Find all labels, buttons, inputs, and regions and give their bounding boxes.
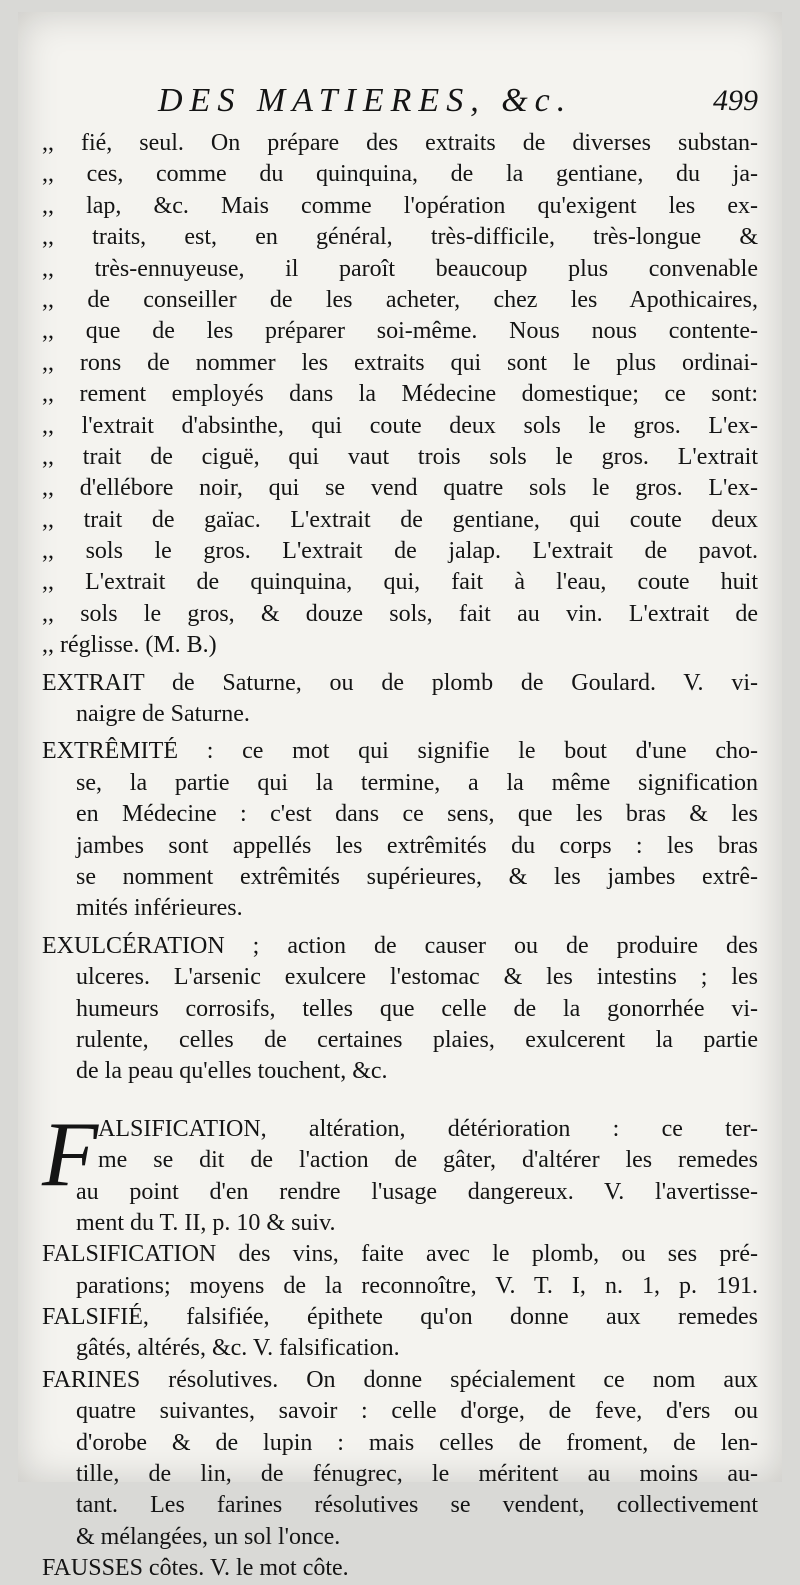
text-line: me se dit de l'action de gâter, d'altérer les remedes — [98, 1147, 758, 1174]
text-line: ,, ces, comme du quinquina, de la gentiane, du ja- — [42, 161, 758, 188]
text-line: de la peau qu'elles touchent, &c. — [76, 1058, 388, 1085]
text-line: ,, lap, &c. Mais comme l'opération qu'exigent les ex- — [42, 192, 758, 219]
entry-falsifie: FALSIFIÉ, falsifiée, épithete qu'on donne aux remedes — [42, 1304, 758, 1331]
entry-fausses-cotes: FAUSSES côtes. V. le mot côte. — [42, 1555, 349, 1582]
text-line: ,, fié, seul. On prépare des extraits de diverses substan- — [42, 130, 758, 156]
running-title: DES MATIERES, &c. — [158, 82, 573, 119]
entry-falsification-vins: FALSIFICATION des vins, faite avec le plomb, ou ses pré- — [42, 1241, 758, 1268]
text-line: tant. Les farines résolutives se vendent, collectivement — [76, 1492, 758, 1519]
text-line: ,, rons de nommer les extraits qui sont le plus ordinai- — [42, 349, 758, 376]
text-line: ,, sols le gros, & douze sols, fait au vin. L'extrait de — [42, 600, 758, 627]
entry-extrait-saturne: EXTRAIT de Saturne, ou de plomb de Goulard. V. vi- — [42, 669, 758, 696]
text-line: ,, que de les préparer soi-même. Nous nous contente- — [42, 318, 758, 345]
text-line: jambes sont appellés les extrêmités du corps : les bras — [76, 832, 758, 859]
text-line: d'orobe & de lupin : mais celles de froment, de len- — [76, 1429, 758, 1456]
text-line: humeurs corrosifs, telles que celle de la gonorrhée vi- — [76, 995, 758, 1022]
page-number: 499 — [713, 84, 758, 117]
text-line: ,, l'extrait d'absinthe, qui coute deux sols le gros. L'ex- — [42, 412, 758, 439]
text-line: parations; moyens de la reconnoître, V. T. I, n. 1, p. 191. — [76, 1272, 758, 1299]
text-line: se nomment extrêmités supérieures, & les jambes extrê- — [76, 863, 758, 890]
entry-farines: FARINES résolutives. On donne spécialement ce nom aux — [42, 1366, 758, 1393]
text-line: ALSIFICATION, altération, détérioration : ce ter- — [98, 1115, 758, 1142]
text-line: & mélangées, un sol l'once. — [76, 1523, 341, 1550]
text-line: naigre de Saturne. — [76, 701, 250, 728]
text-line: rulente, celles de certaines plaies, exulcerent la partie — [76, 1026, 758, 1053]
entry-exulceration: EXULCÉRATION ; action de causer ou de produire des — [42, 932, 758, 959]
page-header — [158, 82, 778, 132]
text-line: ,, d'ellébore noir, qui se vend quatre sols le gros. L'ex- — [42, 475, 758, 502]
text-line: ,, de conseiller de les acheter, chez les Apothicaires, — [42, 286, 758, 313]
text-line: en Médecine : c'est dans ce sens, que les bras & les — [76, 801, 758, 828]
text-line: ,, rement employés dans la Médecine domestique; ce sont: — [42, 381, 758, 408]
text-line: ,, trait de ciguë, qui vaut trois sols le gros. L'extrait — [42, 443, 758, 470]
entry-extremite: EXTRÊMITÉ : ce mot qui signifie le bout d'une cho- — [42, 738, 758, 765]
text-line: au point d'en rendre l'usage dangereux. V. l'avertisse- — [76, 1178, 758, 1205]
text-line: ,, L'extrait de quinquina, qui, fait à l'eau, coute huit — [42, 569, 758, 596]
text-line: ,, sols le gros. L'extrait de jalap. L'extrait de pavot. — [42, 538, 758, 565]
drop-capital: F — [42, 1102, 99, 1205]
body-text — [42, 128, 758, 1585]
text-line: ,, très-ennuyeuse, il paroît beaucoup plus convenable — [42, 255, 758, 282]
text-line: ulceres. L'arsenic exulcere l'estomac & les intestins ; les — [76, 964, 758, 991]
text-line: ment du T. II, p. 10 & suiv. — [76, 1209, 336, 1236]
book-page — [18, 12, 782, 1582]
text-line: ,, réglisse. (M. B.) — [42, 632, 217, 659]
text-line: mités inférieures. — [76, 895, 243, 922]
text-line: ,, traits, est, en général, très-difficile, très-longue & — [42, 224, 758, 251]
text-line: se, la partie qui la termine, a la même signification — [76, 769, 758, 796]
text-line: tille, de lin, de fénugrec, le méritent au moins au- — [76, 1461, 758, 1488]
text-line: ,, trait de gaïac. L'extrait de gentiane, qui coute deux — [42, 506, 758, 533]
text-line: quatre suivantes, savoir : celle d'orge, de feve, d'ers ou — [76, 1398, 758, 1425]
text-line: gâtés, altérés, &c. V. falsification. — [76, 1335, 400, 1362]
